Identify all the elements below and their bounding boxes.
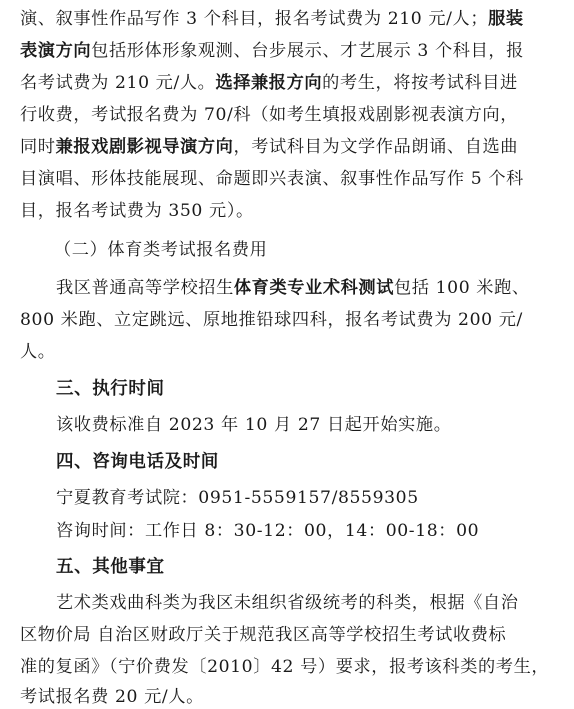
sports-fee-line-1: [56, 277, 562, 299]
other-matters-line-1: 艺术类戏曲科类为我区未组织省级统考的科类，根据《自治: [56, 593, 519, 613]
art-fee-line-6: 目演唱、形体技能展现、命题即兴表演、叙事性作品写作 5 个科: [20, 169, 524, 189]
dual-application-emphasis: 选择兼报方向: [215, 73, 323, 93]
art-fee-text: ，考试科目为文学作品朗诵、自选曲: [233, 137, 519, 157]
art-fee-line-5: [20, 136, 562, 158]
art-fee-line-4: 行收费，考试报名费为 70/科（如考生填报戏剧影视表演方向，: [20, 105, 519, 125]
contact-phone: 宁夏教育考试院：0951-5559157/8559305: [56, 488, 419, 508]
contact-heading: 四、咨询电话及时间: [56, 452, 219, 472]
sports-fee-text: 我区普通高等学校招生: [56, 278, 234, 298]
art-fee-text: 的考生，将按考试科目进: [322, 73, 518, 93]
sports-test-emphasis: 体育类专业术科测试: [233, 278, 394, 298]
costume-performance-emphasis: 服装: [488, 9, 524, 29]
sports-fee-line-3: 人。: [20, 342, 56, 362]
sports-fee-line-2: 800 米跑、立定跳远、原地推铅球四科，报名考试费为 200 元/: [20, 310, 523, 330]
costume-performance-emphasis-cont: 表演方向: [20, 41, 92, 61]
other-matters-line-4: 考试报名费 20 元/人。: [20, 687, 204, 707]
other-matters-line-3: 准的复函》（宁价费发〔2010〕42 号）要求，报考该科类的考生，: [20, 657, 550, 677]
art-fee-text: 同时: [20, 137, 56, 157]
other-matters-line-2: 区物价局 自治区财政厅关于规范我区高等学校招生考试收费标: [20, 625, 507, 645]
execution-time-text: 该收费标准自 2023 年 10 月 27 日起开始实施。: [56, 415, 452, 435]
directing-dual-emphasis: 兼报戏剧影视导演方向: [55, 137, 234, 157]
sports-fee-text: 包括 100 米跑、: [393, 278, 530, 298]
art-fee-line-2: [20, 40, 562, 62]
art-fee-line-1: [20, 8, 562, 30]
art-fee-line-3: [20, 72, 562, 94]
contact-hours: 咨询时间：工作日 8：30-12：00，14：00-18：00: [56, 521, 480, 541]
art-fee-text: 包括形体形象观测、台步展示、才艺展示 3 个科目，报: [91, 41, 524, 61]
art-fee-text: 名考试费为 210 元/人。: [20, 73, 216, 93]
art-fee-text: 演、叙事性作品写作 3 个科目，报名考试费为 210 元/人；: [20, 9, 489, 29]
other-matters-heading: 五、其他事宜: [56, 557, 165, 577]
sports-section-title: （二）体育类考试报名费用: [54, 240, 268, 260]
art-fee-line-7: 目，报名考试费为 350 元）。: [20, 201, 254, 221]
execution-time-heading: 三、执行时间: [56, 379, 165, 399]
